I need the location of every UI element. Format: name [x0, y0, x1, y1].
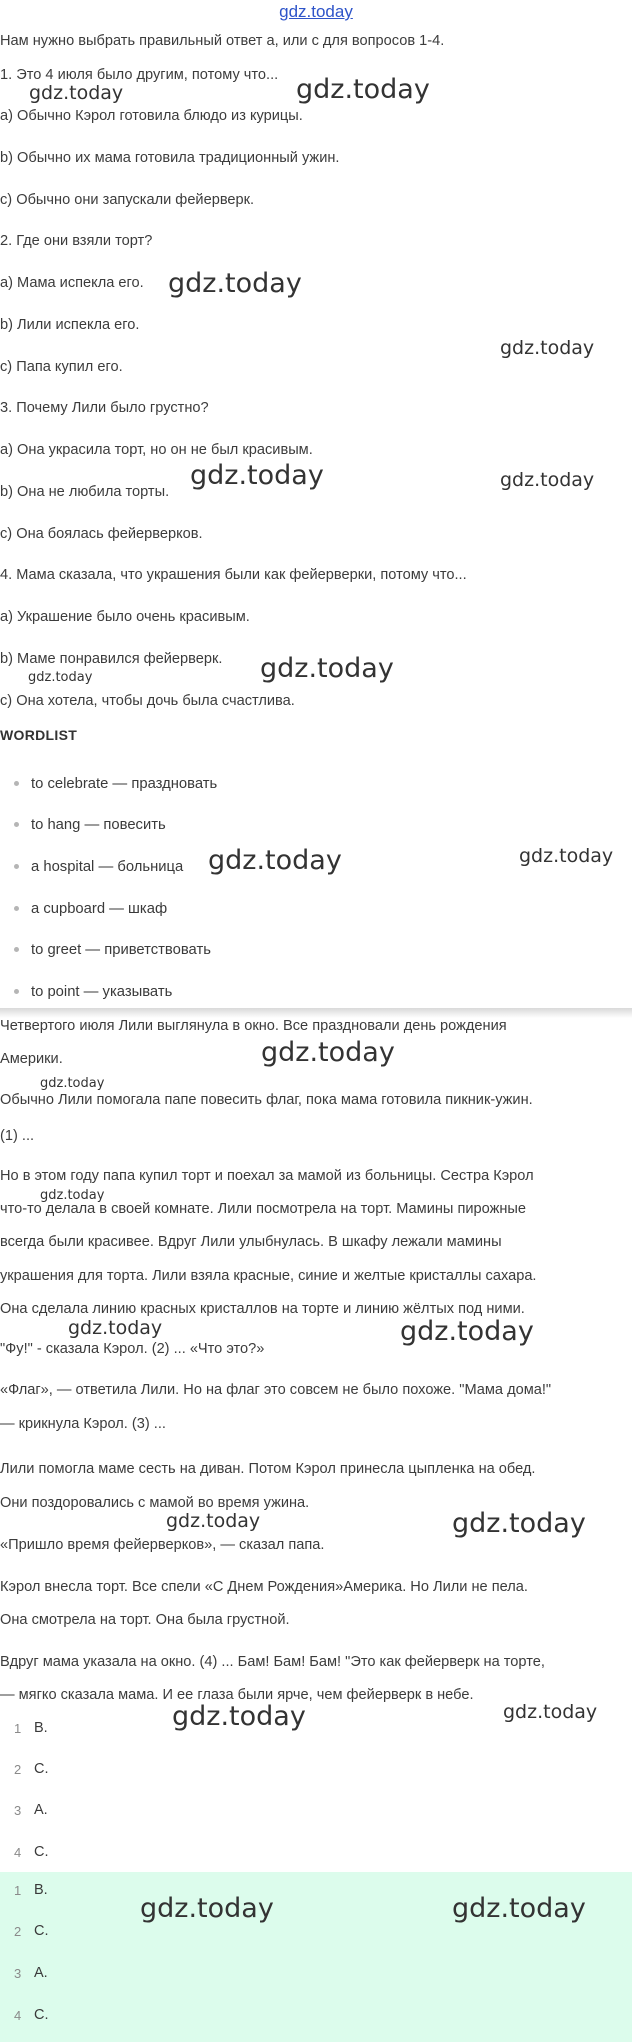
watermark: gdz.today	[296, 74, 430, 105]
bullet-icon	[14, 781, 19, 786]
question-3: 3. Почему Лили было грустно?	[0, 400, 209, 416]
story-line: Они поздоровались с мамой во время ужина.	[0, 1495, 310, 1511]
story-line: «Флаг», — ответила Лили. Но на флаг это совсем не было похоже. "Мама дома!"	[0, 1382, 552, 1398]
watermark: gdz.today	[40, 1188, 105, 1203]
story-line: — мягко сказала мама. И ее глаза были ярче, чем фейерверк в небе.	[0, 1687, 474, 1703]
watermark: gdz.today	[261, 1037, 395, 1068]
watermark: gdz.today	[68, 1317, 163, 1339]
answer-row-highlighted: 4 C.	[14, 2007, 49, 2023]
question-1: 1. Это 4 июля было другим, потому что...	[0, 67, 279, 83]
watermark: gdz.today	[28, 670, 93, 685]
question-4: 4. Мама сказала, что украшения были как фейерверки, потому что...	[0, 567, 467, 583]
answer-row-highlighted: 2 C.	[14, 1923, 49, 1939]
watermark: gdz.today	[500, 469, 595, 491]
story-line: (1) ...	[0, 1128, 35, 1144]
option-2c: c) Папа купил его.	[0, 359, 123, 375]
option-2a: a) Мама испекла его.	[0, 275, 144, 291]
intro-text: Нам нужно выбрать правильный ответ a, или c для вопросов 1-4.	[0, 33, 445, 49]
watermark: gdz.today	[452, 1893, 586, 1924]
option-3c: c) Она боялась фейерверков.	[0, 526, 203, 542]
story-line: Четвертого июля Лили выглянула в окно. Все праздновали день рождения	[0, 1018, 507, 1034]
bullet-icon	[14, 906, 19, 911]
watermark: gdz.today	[168, 268, 302, 299]
watermark: gdz.today	[400, 1316, 534, 1347]
story-line: Вдруг мама указала на окно. (4) ... Бам! Бам! Бам! "Это как фейерверк на торте,	[0, 1654, 545, 1670]
option-4b: b) Маме понравился фейерверк.	[0, 651, 223, 667]
wordlist-item: a cupboard — шкаф	[14, 901, 167, 917]
wordlist-item: to celebrate — праздновать	[14, 776, 217, 792]
option-4a: a) Украшение было очень красивым.	[0, 609, 250, 625]
answer-row-highlighted: 1 B.	[14, 1882, 48, 1898]
watermark: gdz.today	[208, 845, 342, 876]
story-line: Лили помогла маме сесть на диван. Потом Кэрол принесла цыпленка на обед.	[0, 1461, 536, 1477]
story-line: Обычно Лили помогала папе повесить флаг, пока мама готовила пикник-ужин.	[0, 1092, 533, 1108]
option-2b: b) Лили испекла его.	[0, 317, 140, 333]
bullet-icon	[14, 947, 19, 952]
watermark: gdz.today	[29, 82, 124, 104]
watermark: gdz.today	[172, 1701, 306, 1732]
story-line: что-то делала в своей комнате. Лили посмотрела на торт. Мамины пирожные	[0, 1201, 527, 1217]
bullet-icon	[14, 989, 19, 994]
wordlist-item: to greet — приветствовать	[14, 942, 211, 958]
answer-row: 2 C.	[14, 1761, 49, 1777]
watermark: gdz.today	[260, 653, 394, 684]
watermark: gdz.today	[452, 1508, 586, 1539]
wordlist-item: a hospital — больница	[14, 859, 183, 875]
story-line: Она сделала линию красных кристаллов на торте и линию жёлтых под ними.	[0, 1301, 525, 1317]
story-line: Она смотрела на торт. Она была грустной.	[0, 1612, 290, 1628]
option-1c: c) Обычно они запускали фейерверк.	[0, 192, 255, 208]
section-divider	[0, 1008, 632, 1018]
option-4c: c) Она хотела, чтобы дочь была счастлива.	[0, 693, 295, 709]
watermark: gdz.today	[190, 460, 324, 491]
wordlist-item: to point — указывать	[14, 984, 172, 1000]
option-3b: b) Она не любила торты.	[0, 484, 170, 500]
bullet-icon	[14, 864, 19, 869]
watermark: gdz.today	[140, 1893, 274, 1924]
option-1a: a) Обычно Кэрол готовила блюдо из курицы.	[0, 108, 303, 124]
story-line: "Фу!" - сказала Кэрол. (2) ... «Что это?»	[0, 1341, 265, 1357]
option-3a: a) Она украсила торт, но он не был красивым.	[0, 442, 313, 458]
watermark: gdz.today	[500, 337, 595, 359]
story-line: Кэрол внесла торт. Все спели «С Днем Рождения»Америка. Но Лили не пела.	[0, 1579, 528, 1595]
watermark: gdz.today	[503, 1701, 598, 1723]
wordlist-heading: WORDLIST	[0, 727, 78, 743]
bullet-icon	[14, 822, 19, 827]
answer-row: 3 A.	[14, 1802, 48, 1818]
answer-row: 1 B.	[14, 1720, 48, 1736]
story-line: — крикнула Кэрол. (3) ...	[0, 1416, 166, 1432]
option-1b: b) Обычно их мама готовила традиционный ужин.	[0, 150, 340, 166]
wordlist-item: to hang — повесить	[14, 817, 166, 833]
story-line: «Пришло время фейерверков», — сказал папа.	[0, 1537, 325, 1553]
story-line: Америки.	[0, 1051, 63, 1067]
answer-row: 4 C.	[14, 1844, 49, 1860]
story-line: всегда были красивее. Вдруг Лили улыбнулась. В шкафу лежали мамины	[0, 1234, 502, 1250]
question-2: 2. Где они взяли торт?	[0, 233, 153, 249]
watermark: gdz.today	[519, 845, 614, 867]
watermark: gdz.today	[166, 1510, 261, 1532]
watermark: gdz.today	[40, 1076, 105, 1091]
story-line: Но в этом году папа купил торт и поехал за мамой из больницы. Сестра Кэрол	[0, 1168, 534, 1184]
story-line: украшения для торта. Лили взяла красные, синие и желтые кристаллы сахара.	[0, 1268, 537, 1284]
answer-row-highlighted: 3 A.	[14, 1965, 48, 1981]
site-logo[interactable]: gdz.today	[279, 2, 353, 21]
